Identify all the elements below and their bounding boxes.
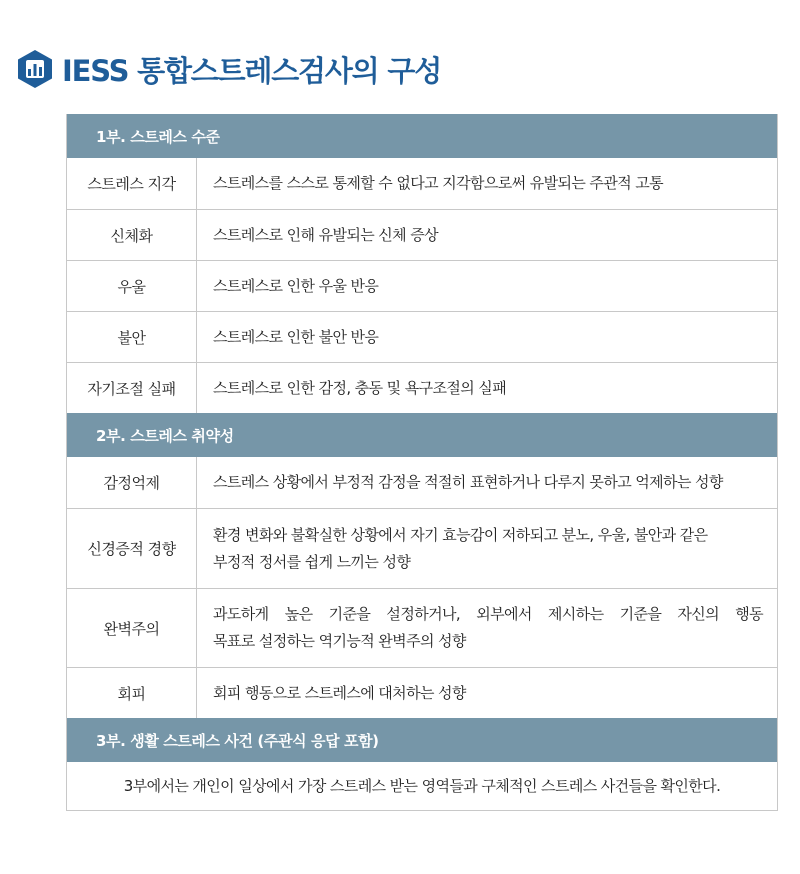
row-description: 스트레스를 스스로 통제할 수 없다고 지각함으로써 유발되는 주관적 고통 (213, 174, 664, 192)
row-description: 스트레스로 인한 불안 반응 (213, 327, 379, 346)
table-row (67, 311, 777, 362)
section-header-part3: 3부. 생활 스트레스 사건 (주관식 응답 포함) (67, 718, 777, 762)
row-label: 신체화 (67, 210, 197, 260)
row-description-line: 환경 변화와 불확실한 상황에서 자기 효능감이 저하되고 분노, 우울, 불안과 같은 (213, 525, 708, 544)
row-description: 회피 행동으로 스트레스에 대처하는 성향 (213, 683, 466, 702)
row-label: 우울 (67, 261, 197, 311)
row-description (197, 509, 777, 588)
bar-chart-hexagon-icon (16, 49, 54, 89)
row-label: 완벽주의 (67, 589, 197, 667)
table-row (67, 762, 777, 810)
page-title: IESS 통합스트레스검사의 구성 (62, 53, 442, 88)
row-description-line: 부정적 정서를 쉽게 느끼는 성향 (213, 552, 411, 571)
section-header-part1: 1부. 스트레스 수준 (67, 114, 777, 158)
section-3-description: 3부에서는 개인이 일상에서 가장 스트레스 받는 영역들과 구체적인 스트레스 사건들을 확인한다. (123, 776, 721, 795)
row-description-line: 과도하게 높은 기준을 설정하거나, 외부에서 제시하는 기준을 자신의 행동 (213, 605, 763, 623)
table-row (67, 667, 777, 718)
row-label: 신경증적 경향 (67, 509, 197, 588)
row-label: 불안 (67, 312, 197, 362)
row-label: 회피 (67, 668, 197, 718)
row-label: 자기조절 실패 (67, 363, 197, 413)
row-description (197, 589, 777, 667)
section-header-part2: 2부. 스트레스 취약성 (67, 413, 777, 457)
table-row (67, 260, 777, 311)
table-row (67, 588, 777, 667)
row-description: 스트레스 상황에서 부정적 감정을 적절히 표현하거나 다루지 못하고 억제하는 성향 (213, 473, 723, 491)
composition-table (66, 114, 778, 811)
table-row (67, 158, 777, 209)
table-row (67, 362, 777, 413)
table-row (67, 508, 777, 588)
row-description: 스트레스로 인한 감정, 충동 및 욕구조절의 실패 (213, 378, 507, 397)
table-row (67, 209, 777, 260)
row-label: 스트레스 지각 (67, 158, 197, 209)
table-row (67, 457, 777, 508)
row-description: 스트레스로 인해 유발되는 신체 증상 (213, 225, 439, 244)
page-title-row (16, 48, 441, 90)
row-label: 감정억제 (67, 457, 197, 508)
row-description-line: 목표로 설정하는 역기능적 완벽주의 성향 (213, 632, 466, 650)
row-description: 스트레스로 인한 우울 반응 (213, 276, 379, 295)
